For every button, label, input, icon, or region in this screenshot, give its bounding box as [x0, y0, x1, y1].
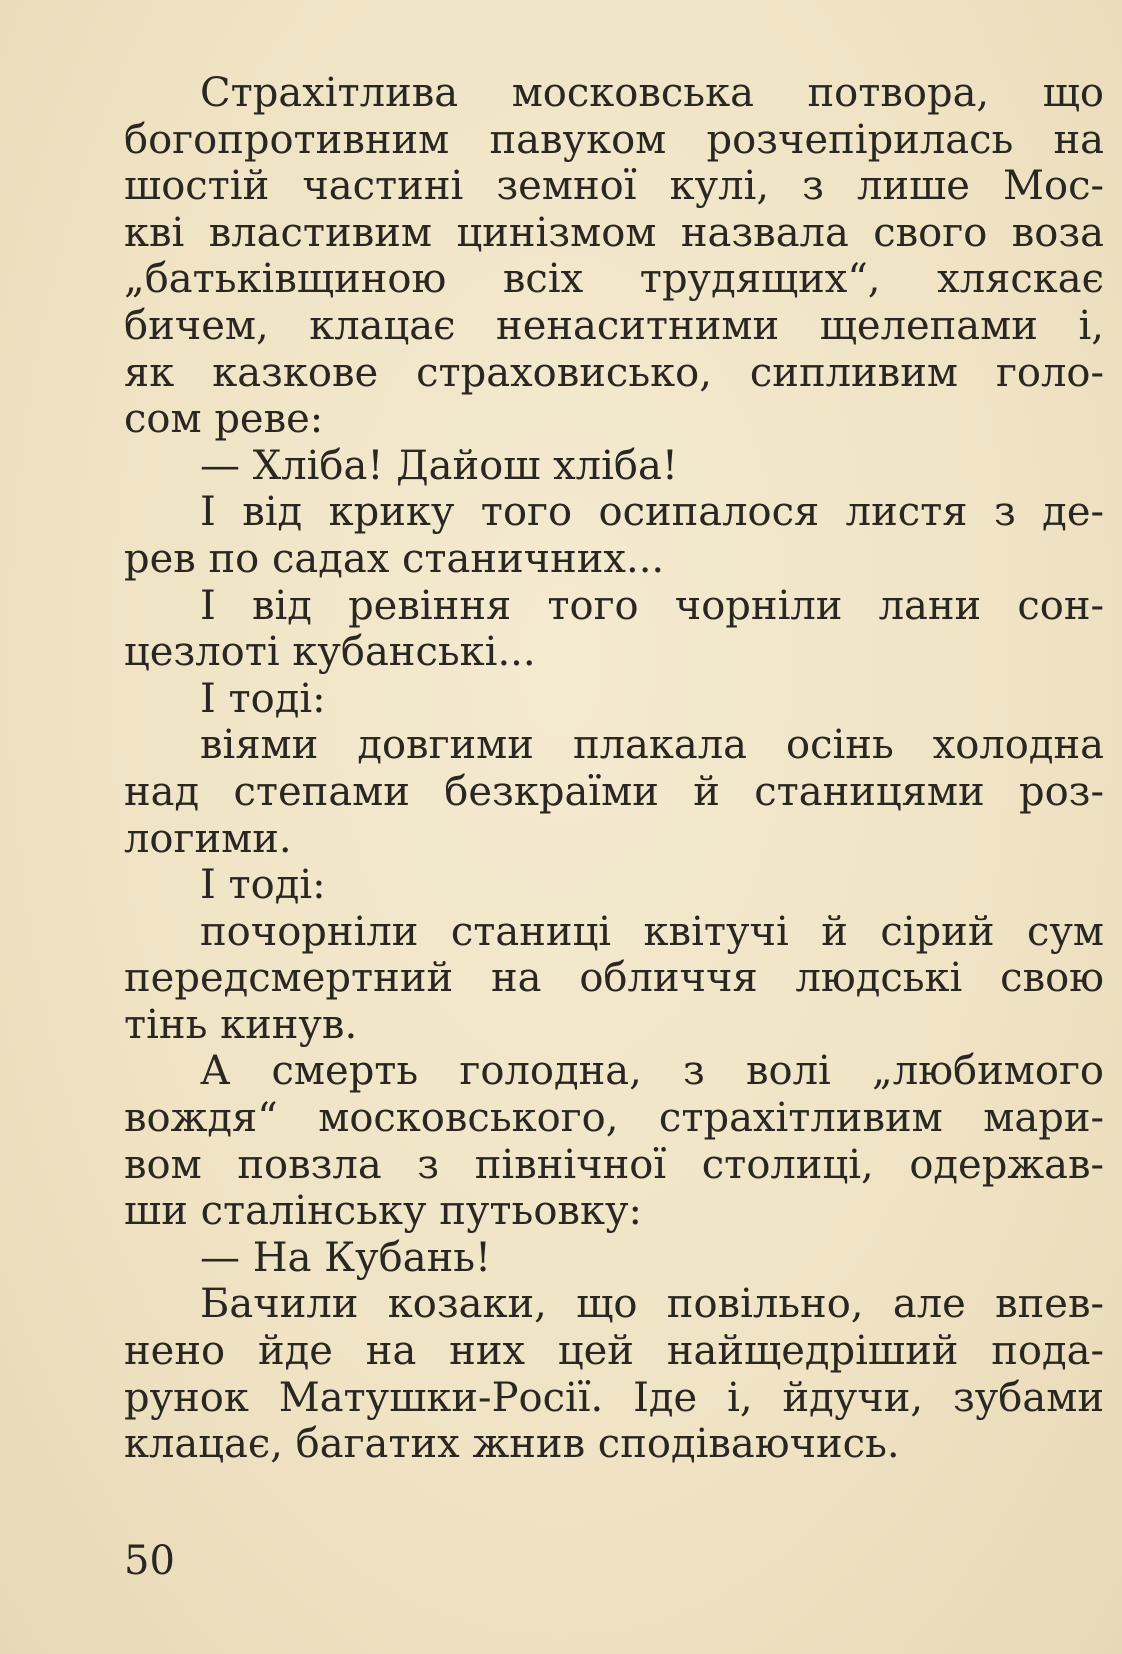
text-line: віями довгими плакала осінь холодна: [200, 722, 1104, 769]
text-line: — Хліба! Дайош хліба!: [200, 442, 678, 489]
text-line: — На Кубань!: [200, 1234, 492, 1281]
text-line: кві властивим цинізмом назвала свого воза: [124, 209, 1104, 256]
text-line: вом повзла з північної столиці, одержав-: [124, 1141, 1104, 1188]
text-line: „батьківщиною всіх трудящих“, хляскає: [124, 256, 1104, 303]
text-line: сом реве:: [124, 396, 324, 443]
text-line: А смерть голодна, з волі „любимого: [200, 1048, 1104, 1095]
text-line: логими.: [124, 815, 292, 862]
page-number: 50: [124, 1538, 175, 1584]
text-line: І тоді:: [200, 862, 326, 909]
text-line: рев по садах станичних...: [124, 535, 665, 582]
text-line: почорніли станиці квітучі й сірий сум: [200, 908, 1104, 955]
text-line: богопротивним павуком розчепірилась на: [124, 116, 1104, 163]
text-line: І тоді:: [200, 675, 326, 722]
text-line: ши сталінську путьовку:: [124, 1188, 642, 1235]
text-line: І від ревіння того чорніли лани сон-: [200, 582, 1104, 629]
text-line: І від крику того осипалося листя з де-: [200, 489, 1104, 536]
text-line: бичем, клацає ненаситними щелепами і,: [124, 302, 1104, 349]
text-line: як казкове страховисько, сипливим голо-: [124, 349, 1104, 396]
text-line: цезлоті кубанські...: [124, 629, 536, 676]
text-line: над степами безкраїми й станицями роз-: [124, 768, 1104, 815]
text-line: шостій частині земної кулі, з лише Мос-: [124, 163, 1104, 210]
text-line: Бачили козаки, що повільно, але впев-: [200, 1281, 1104, 1328]
text-line: клацає, багатих жнив сподіваючись.: [124, 1421, 900, 1468]
text-line: рунок Матушки-Росії. Іде і, йдучи, зубами: [124, 1374, 1104, 1421]
text-line: нено йде на них цей найщедріший пода-: [124, 1328, 1104, 1375]
text-line: вождя“ московського, страхітливим мари-: [124, 1095, 1104, 1142]
text-line: тінь кинув.: [124, 1001, 358, 1048]
text-line: передсмертний на обличчя людські свою: [124, 955, 1104, 1002]
body-text: [124, 70, 1104, 1468]
text-line: Страхітлива московська потвора, що: [200, 70, 1104, 116]
